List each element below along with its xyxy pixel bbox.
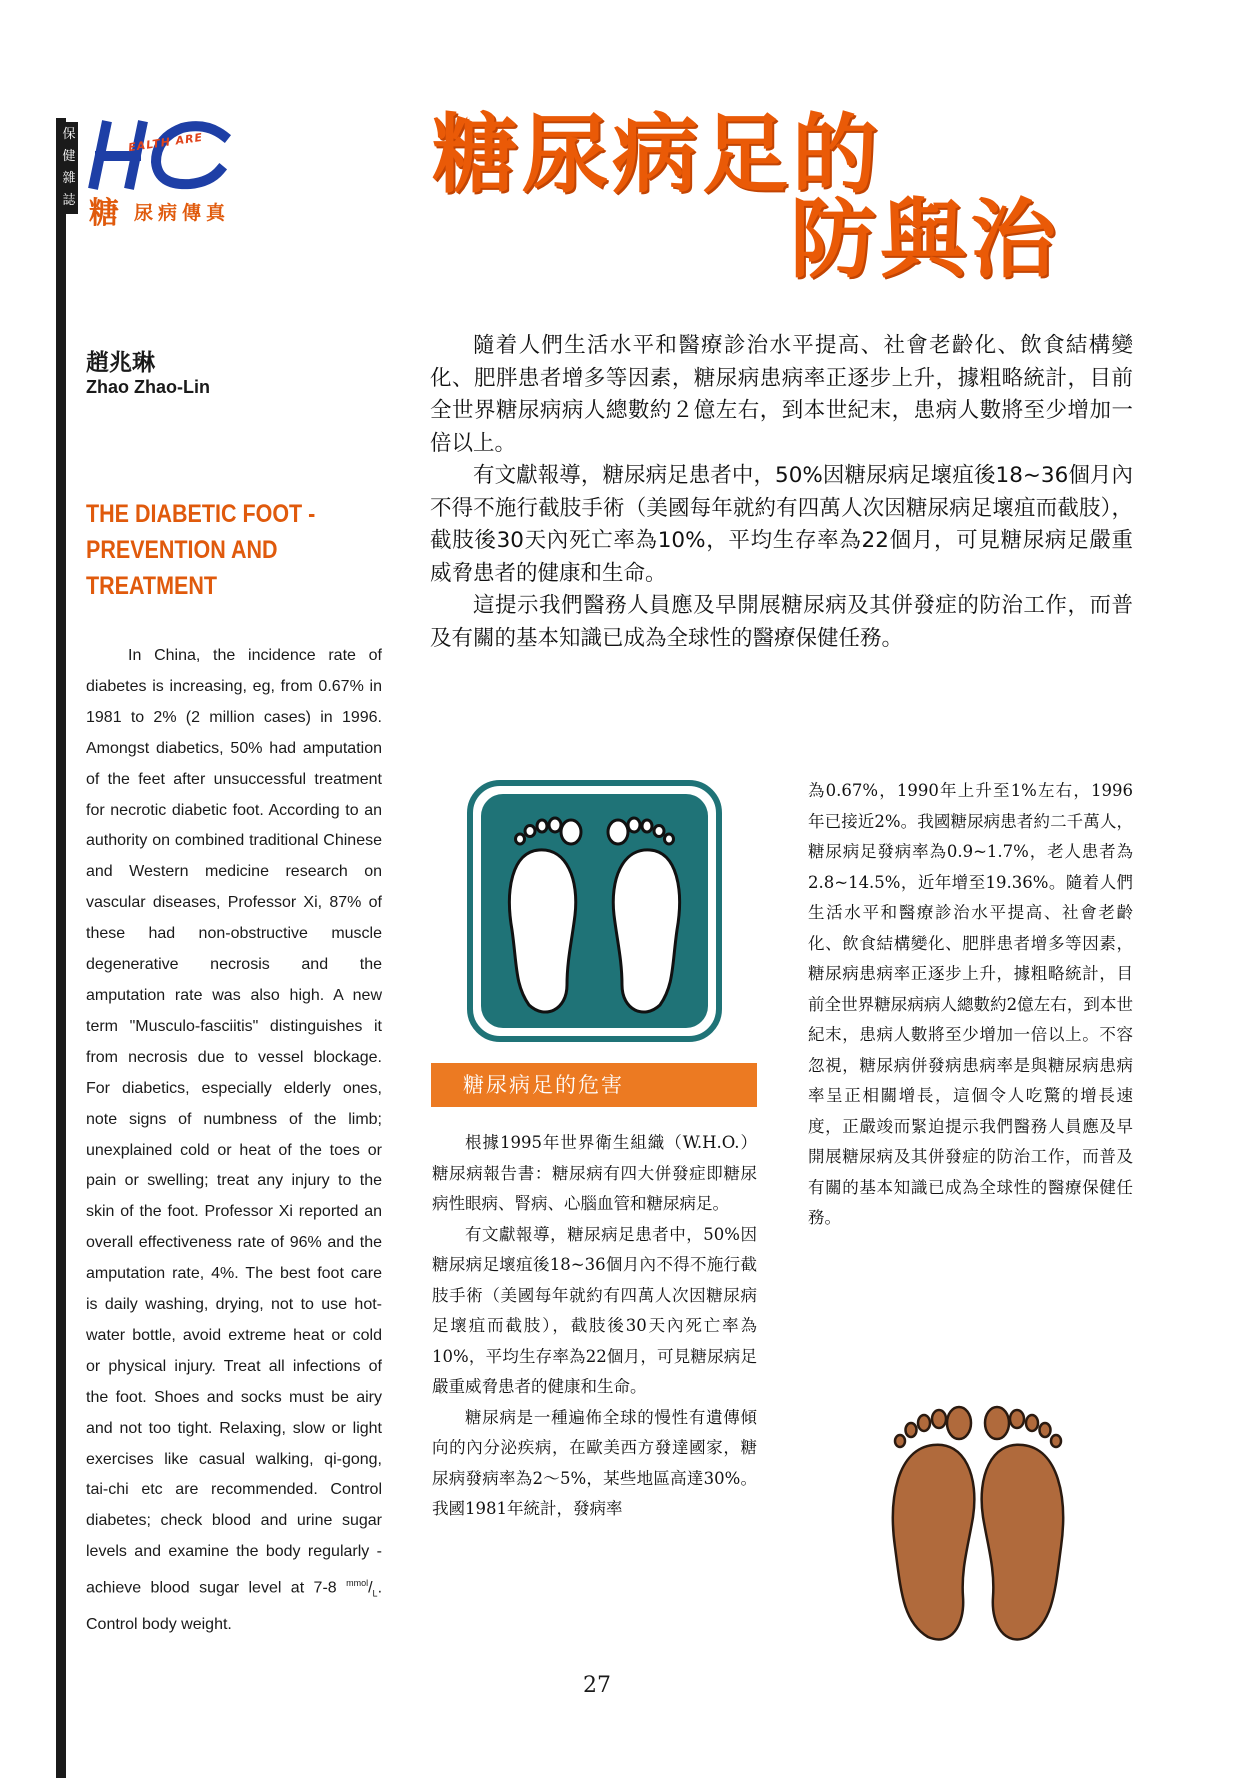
section-subheading: 糖尿病足的危害 (431, 1063, 757, 1107)
author-name-chinese: 趙兆琳 (86, 350, 155, 376)
tag-char: 健 (62, 149, 76, 164)
section-initial: 糖 (89, 196, 119, 231)
body-paragraph: 有文獻報導，糖尿病足患者中，50%因糖尿病足壞疽後18~36個月內不得不施行截肢手術（美國每年就約有四萬人次因糖尿病足壞疽而截肢），截肢後30天內死亡率為10%，平均生存率為22個月，可見糖尿病足嚴重威脅患者的健康和生命。 (432, 1224, 757, 1396)
english-summary: In China, the incidence rate of diabetes is increasing, eg, from 0.67% in 1981 to 2% (2 million cases) in 1996. Amongst diabetics, 50% had amputation of the feet after unsuccessful treatment for necrotic diabetic foot. According to an authority on combined traditional Chinese and Western medicine research on vascular diseases, Professor Xi, 87% of these had non-obstructive muscle degenerative necrosis and the amputation rate was also high. A new term "Musculo-fasciitis" distinguishes it from necrosis due to vessel blockage. For diabetics, especially elderly ones, note signs of numbness of the limb; unexplained cold or heat of the toes or pain or swelling; treat any injury to the skin of the foot. Professor Xi reported an overall effectiveness rate of 96% and the amputation rate, 4%. The best foot care is daily washing, drying, not to use hot-water bottle, avoid extreme heat or cold or physical injury. Treat all infections of the foot. Shoes and socks must be airy and not too tight. Relaxing, slow or light exercises like casual walking, qi-gong, tai-chi etc are recommended. Control diabetes; check blood and urine sugar levels and examine the body regularly - achieve blood sugar level at 7-8 $^{mmol}/_L$. Control body weight. (86, 647, 383, 1633)
intro-paragraph: 隨着人們生活水平和醫療診治水平提高、社會老齡化、飲食結構變化、肥胖患者增多等因素，糖尿病患病率正逐步上升，據粗略統計，目前全世界糖尿病病人總數約２億左右，到本世紀末，患病人數將至少增加一倍以上。 (430, 333, 1133, 456)
intro-paragraph: 這提示我們醫務人員應及早開展糖尿病及其併發症的防治工作，而普及有關的基本知識已成為全球性的醫療保健任務。 (430, 593, 1133, 651)
tag-char: 保 (62, 127, 76, 142)
body-paragraph: 糖尿病是一種遍佈全球的慢性有遺傳傾向的內分泌疾病，在歐美西方發達國家，糖尿病發病率為2～5%，某些地區高達30%。我國1981年統計，發病率 (432, 1407, 757, 1518)
english-summary-end: . Control body weight. (86, 1579, 383, 1633)
magazine-vertical-tag (60, 122, 78, 214)
body-paragraph: 為0.67%，1990年上升至1%左右，1996年已接近2%。我國糖尿病患者約二千萬人，糖尿病足發病率為0.9~1.7%，老人患者為2.8~14.5%，近年增至19.36%。隨着人們生活水平和醫療診治水平提高、社會老齡化、飲食結構變化、肥胖患者增多等因素，糖尿病患病率正逐步上升，據粗略統計，目前全世界糖尿病病人總數約2億左右，到本世紀末，患病人數將至少增加一倍以上。不容忽視，糖尿病併發病患病率是與糖尿病患病率呈正相關增長，這個令人吃驚的增長速度，正嚴竣而緊迫提示我們醫務人員應及早開展糖尿病及其併發症的防治工作，而普及有關的基本知識已成為全球性的醫療保健任務。 (808, 781, 1133, 1227)
author-name-english: Zhao Zhao-Lin (86, 377, 210, 397)
body-column-left (432, 1128, 757, 1525)
hc-logo-icon (86, 118, 246, 192)
article-title-line-1: 糖尿病足的 (432, 104, 882, 205)
foot-soles-icon (873, 1397, 1083, 1647)
tag-char: 誌 (62, 193, 76, 208)
english-title: THE DIABETIC FOOT - PREVENTION AND TREATMENT (86, 500, 316, 600)
body-column-right (808, 776, 1133, 1234)
article-title-line-2: 防與治 (790, 189, 1060, 290)
intro-paragraph: 有文獻報導，糖尿病足患者中，50%因糖尿病足壞疽後18~36個月內不得不施行截肢手術（美國每年就約有四萬人次因糖尿病足壞疽而截肢），截肢後30天內死亡率為10%，平均生存率為22個月，可見糖尿病足嚴重威脅患者的健康和生命。 (430, 463, 1133, 586)
feet-sign-icon (467, 780, 722, 1042)
section-name: 尿病傳真 (134, 202, 231, 224)
left-rule (56, 118, 66, 1778)
english-summary-text: In China, the incidence rate of diabetes is increasing, eg, from 0.67% in 1981 to 2% (2 million cases) in 1996. Amongst diabetics, 50% had amputation of the feet after unsuccessful treatment for necrotic diabetic foot. According to an authority on combined traditional Chinese and Western medicine research on vascular diseases, Professor Xi, 87% of these had non-obstructive muscle degenerative necrosis and the amputation rate was also high. A new term "Musculo-fasciitis" distinguishes it from necrosis due to vessel blockage. For diabetics, especially elderly ones, note signs of numbness of the limb; unexplained cold or heat of the toes or pain or swelling; treat any injury to the skin of the foot. Professor Xi reported an overall effectiveness rate of 96% and the amputation rate, 4%. The best foot care is daily washing, drying, not to use hot-water bottle, avoid extreme heat or cold or physical injury. Treat all infections of the foot. Shoes and socks must be airy and not too tight. Relaxing, slow or light exercises like casual walking, qi-gong, tai-chi etc are recommended. Control diabetes; check blood and urine sugar levels and examine the body regularly - achieve blood sugar level at 7-8 (86, 647, 382, 1597)
tag-char: 雜 (62, 171, 76, 186)
logo-wordmark: EALTH ARE (127, 130, 204, 155)
unit-denominator: L (372, 1588, 378, 1599)
intro-text (430, 330, 1133, 655)
page-number: 27 (583, 1673, 611, 1698)
unit-numerator: mmol (346, 1578, 369, 1589)
body-paragraph: 根據1995年世界衛生組織（W.H.O.）糖尿病報告書：糖尿病有四大併發症即糖尿病性眼病、腎病、心腦血管和糖尿病足。 (432, 1133, 757, 1213)
